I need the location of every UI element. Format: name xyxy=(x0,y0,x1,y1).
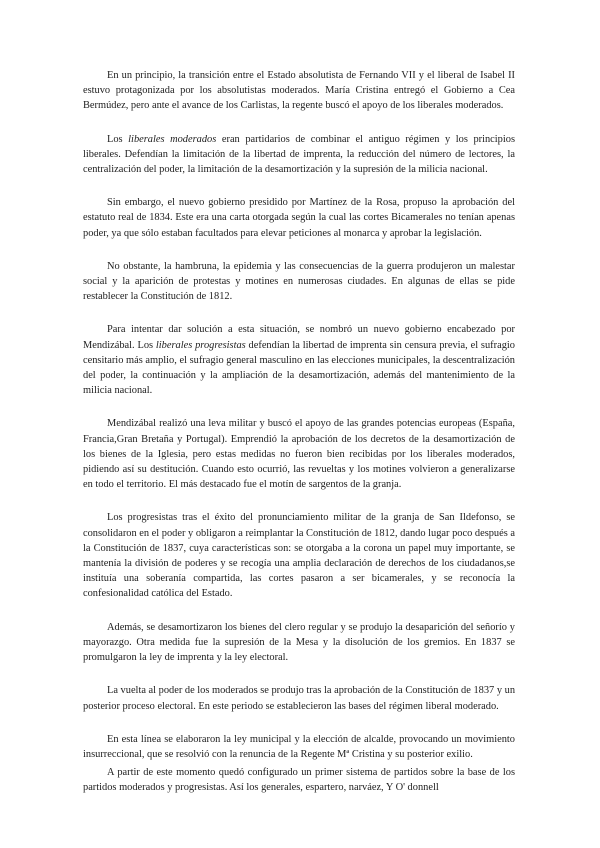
paragraph-text: eran partidarios de combinar el antiguo régimen y los principios liberales. Defendían la limitación de la libertad de imprenta, la reducción del número de lectores, la centralización del poder, la limitación de la desamortización y la supresión de la milicia nacional. xyxy=(83,133,515,176)
paragraph-text: Para intentar dar solución a esta situación, se nombró un nuevo gobierno encabezado por Mendizábal. Los xyxy=(83,324,515,351)
paragraph-2 xyxy=(83,132,515,178)
paragraph-7 xyxy=(83,510,515,601)
document-body xyxy=(83,68,515,796)
paragraph-text: En un principio, la transición entre el Estado absolutista de Fernando VII y el liberal de Isabel II estuvo protagonizada por los absolutistas moderados. María Cristina entregó el Gobierno a Cea Bermúdez, pero ante el avance de los Carlistas, la regente buscó el apoyo de los liberales moderados. xyxy=(83,70,515,112)
paragraph-text: La vuelta al poder de los moderados se produjo tras la aprobación de la Constitución de 1837 y un posterior proceso electoral. En este periodo se establecieron las bases del régimen liberal moderado. xyxy=(83,685,516,712)
paragraph-text: Los xyxy=(107,133,129,145)
paragraph-6 xyxy=(83,416,515,492)
paragraph-3 xyxy=(83,195,515,241)
paragraph-10 xyxy=(83,732,515,762)
paragraph-text: Mendizábal realizó una leva militar y buscó el apoyo de las grandes potencias europeas (España, Francia,Gran Bretaña y Portugal). Emprendió la aprobación de los decretos de la desamortización de los bienes de la Iglesia, pero estas medidas no fueron bien recibidas por los liberales moderados, pidiendo así su destitución. Cuando esto ocurrió, las revueltas y los motines volvieron a generalizarse en todo el territorio. El más destacado fue el motín de sargentos de la granja. xyxy=(83,418,515,491)
paragraph-text: A partir de este momento quedó configurado un primer sistema de partidos sobre la base de los partidos moderados y progresistas. Así los generales, espartero, narváez, Y O' donnell xyxy=(83,767,515,794)
italic-term-liberales-progresistas: liberales progresistas xyxy=(155,339,246,351)
paragraph-text: Los progresistas tras el éxito del pronunciamiento militar de la granja de San Ildefonso, se consolidaron en el poder y obligaron a reimplantar la Constitución de 1812, dando lugar poco después a la Constitución de 1837, cuya características son: se otorgaba a la corona un papel muy importante, se mantenía la división de poderes y se recogía una amplia declaración de derechos de los ciudadanos,se instituía una soberanía compartida, las cortes pasaron a ser bicamerales, y se reconocía la confesionalidad católica del Estado. xyxy=(83,512,515,600)
paragraph-1 xyxy=(83,68,515,114)
paragraph-4 xyxy=(83,259,515,305)
paragraph-text: En esta línea se elaboraron la ley municipal y la elección de alcalde, provocando un movimiento insurreccional, que se resolvió con la renuncia de la Regente Mª Cristina y su posterior exilio. xyxy=(83,733,515,760)
paragraph-text: Sin embargo, el nuevo gobierno presidido por Martínez de la Rosa, propuso la aprobación del estatuto real de 1834. Este era una carta otorgada según la cual las cortes Bicamerales no tenían apenas poder, ya que sólo estaban facultados para elevar peticiones al monarca y aprobar la legislación. xyxy=(83,197,515,239)
paragraph-8 xyxy=(83,620,515,666)
paragraph-9 xyxy=(83,683,515,713)
paragraph-5 xyxy=(83,322,515,398)
paragraph-text: No obstante, la hambruna, la epidemia y las consecuencias de la guerra produjeron un malestar social y la aparición de protestas y motines en numerosas ciudades. En algunas de ellas se pide restablecer la Constitución de 1812. xyxy=(83,260,515,303)
italic-term-liberales-moderados: liberales moderados xyxy=(128,133,217,145)
paragraph-text: defendían la libertad de imprenta sin censura previa, el sufragio censitario más amplio, el sufragio general masculino en las elecciones municipales, la descentralización del poder, la continuación y la ampliación de la desamortización, además del mantenimiento de la milicia nacional. xyxy=(83,339,515,397)
paragraph-11 xyxy=(83,765,515,795)
paragraph-text: Además, se desamortizaron los bienes del clero regular y se produjo la desaparición del señorío y mayorazgo. Otra medida fue la supresión de la Mesa y la disolución de los gremios. En 1837 se promulgaron la ley de imprenta y la ley electoral. xyxy=(83,621,515,664)
